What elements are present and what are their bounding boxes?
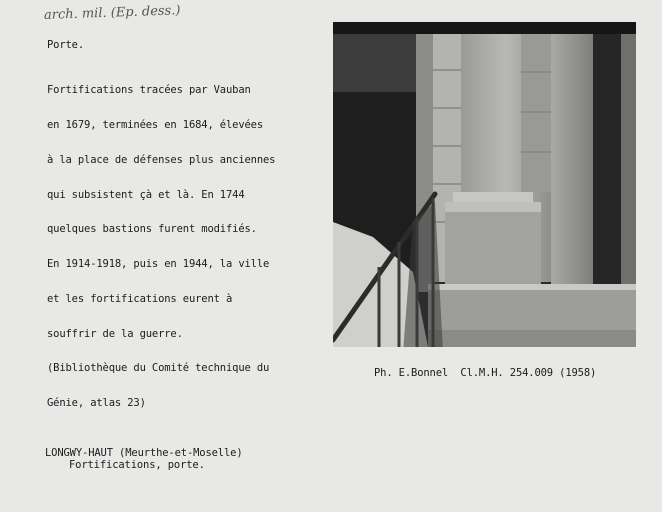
document-title: Porte. bbox=[47, 39, 85, 51]
handwritten-annotation: arch. mil. (Ep. dess.) bbox=[43, 3, 181, 23]
description-line: en 1679, terminées en 1684, élevées bbox=[47, 118, 264, 131]
location-caption: Fortifications, porte. bbox=[69, 459, 205, 471]
description-line: Génie, atlas 23) bbox=[47, 397, 146, 410]
description-line: (Bibliothèque du Comité technique du bbox=[47, 362, 270, 375]
description-line: Fortifications tracées par Vauban bbox=[47, 84, 251, 97]
location-heading: LONGWY-HAUT (Meurthe-et-Moselle) bbox=[45, 447, 243, 459]
description-line: En 1914-1918, puis en 1944, la ville bbox=[47, 258, 270, 271]
description-line: souffrir de la guerre. bbox=[47, 327, 183, 340]
photo-credit: Ph. E.Bonnel Cl.M.H. 254.009 (1958) bbox=[374, 367, 597, 379]
description-line: qui subsistent çà et là. En 1744 bbox=[47, 188, 245, 201]
description-line: quelques bastions furent modifiés. bbox=[47, 223, 257, 236]
description-block bbox=[47, 62, 275, 421]
gate-photograph bbox=[333, 22, 636, 347]
description-line: et les fortifications eurent à bbox=[47, 292, 233, 305]
description-line: à la place de défenses plus anciennes bbox=[47, 153, 276, 166]
